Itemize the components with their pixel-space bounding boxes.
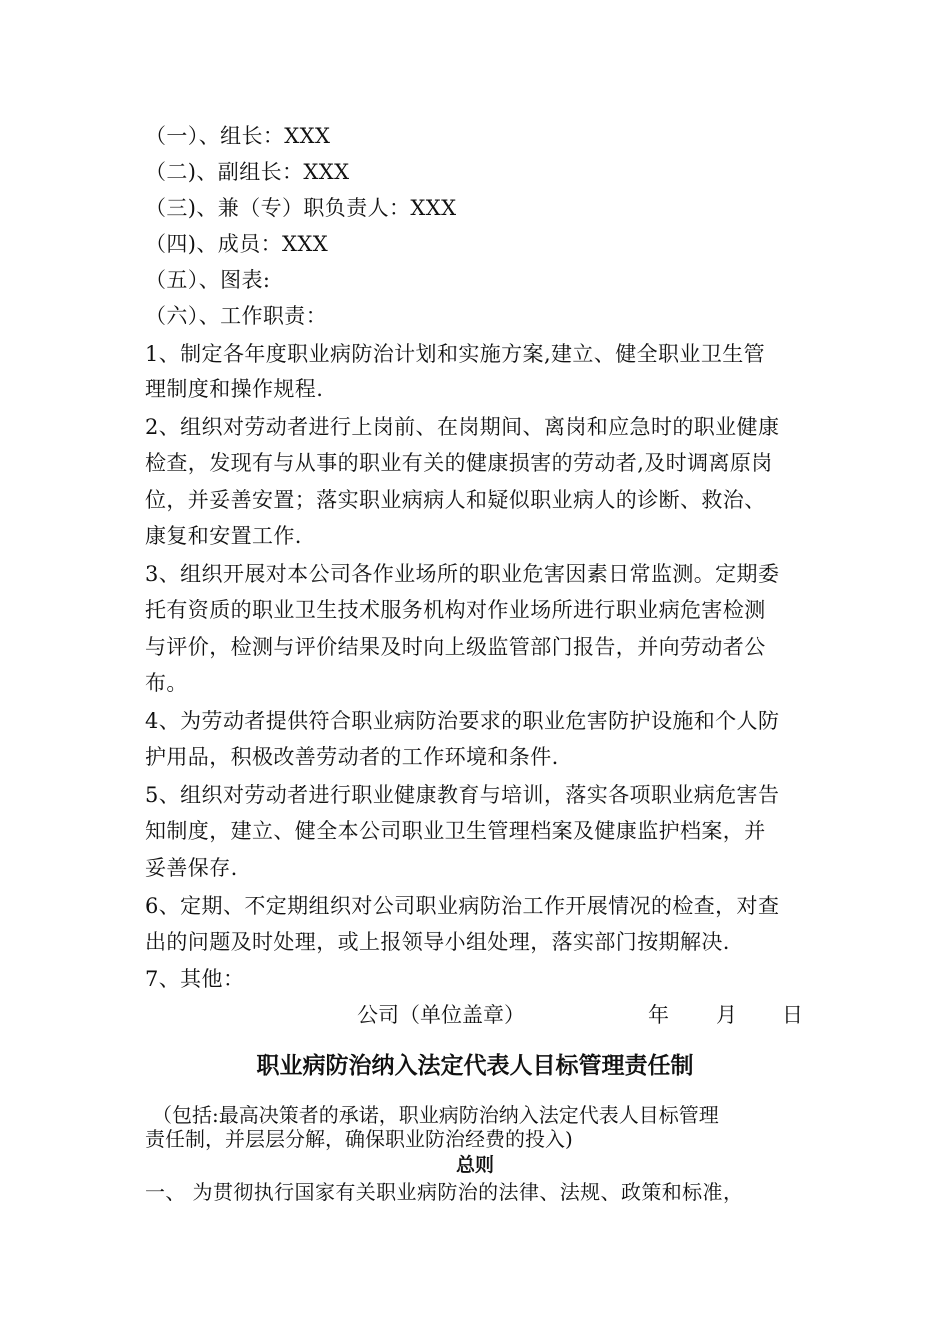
- duty-line: 康复和安置工作.: [145, 524, 302, 548]
- duty-line: 护用品，积极改善劳动者的工作环境和条件.: [145, 745, 559, 769]
- duty-line: 2、组织对劳动者进行上岗前、在岗期间、离岗和应急时的职业健康: [145, 415, 780, 439]
- date-day-label: 日: [782, 1003, 803, 1027]
- company-seal-label: 公司（单位盖章）: [357, 1003, 525, 1027]
- duty-line: 与评价，检测与评价结果及时向上级监管部门报告，并向劳动者公: [145, 635, 766, 659]
- role-deputy-leader: （二)、副组长：XXX: [145, 160, 350, 184]
- note-line: 责任制，并层层分解，确保职业防治经费的投入): [145, 1127, 573, 1151]
- duty-line: 5、组织对劳动者进行职业健康教育与培训，落实各项职业病危害告: [145, 783, 780, 807]
- duty-line: 7、其他：: [145, 967, 245, 991]
- general-provision-first-line: 一、 为贯彻执行国家有关职业病防治的法律、法规、政策和标准，: [145, 1180, 744, 1204]
- duty-line: 知制度，建立、健全本公司职业卫生管理档案及健康监护档案，并: [145, 819, 766, 843]
- role-chart: （五）、图表:: [145, 268, 271, 292]
- role-leader: （一）、组长：XXX: [145, 124, 331, 148]
- section-title: 职业病防治纳入法定代表人目标管理责任制: [256, 1053, 694, 1079]
- note-line: （包括:最高决策者的承诺，职业病防治纳入法定代表人目标管理: [152, 1103, 719, 1127]
- date-year-label: 年: [648, 1003, 669, 1027]
- duty-line: 4、为劳动者提供符合职业病防治要求的职业危害防护设施和个人防: [145, 709, 780, 733]
- role-responsible-person: （三)、兼（专）职负责人：XXX: [145, 196, 457, 220]
- duty-line: 3、组织开展对本公司各作业场所的职业危害因素日常监测。定期委: [145, 562, 780, 586]
- duty-line: 理制度和操作规程.: [145, 377, 324, 401]
- duty-line: 检查，发现有与从事的职业有关的健康损害的劳动者,及时调离原岗: [145, 451, 773, 475]
- duty-line: 妥善保存.: [145, 856, 238, 880]
- role-members: （四)、成员：XXX: [145, 232, 329, 256]
- duty-line: 托有资质的职业卫生技术服务机构对作业场所进行职业病危害检测: [145, 598, 766, 622]
- date-month-label: 月: [716, 1003, 737, 1027]
- duty-line: 1、制定各年度职业病防治计划和实施方案,建立、健全职业卫生管: [145, 342, 766, 366]
- duty-line: 布。: [145, 671, 188, 695]
- role-duties-heading: （六）、工作职责：: [145, 304, 328, 328]
- general-provisions-heading: 总则: [455, 1154, 494, 1176]
- duty-line: 出的问题及时处理，或上报领导小组处理，落实部门按期解决.: [145, 930, 730, 954]
- duty-line: 位，并妥善安置；落实职业病病人和疑似职业病人的诊断、救治、: [145, 488, 766, 512]
- duty-line: 6、定期、不定期组织对公司职业病防治工作开展情况的检查，对查: [145, 894, 780, 918]
